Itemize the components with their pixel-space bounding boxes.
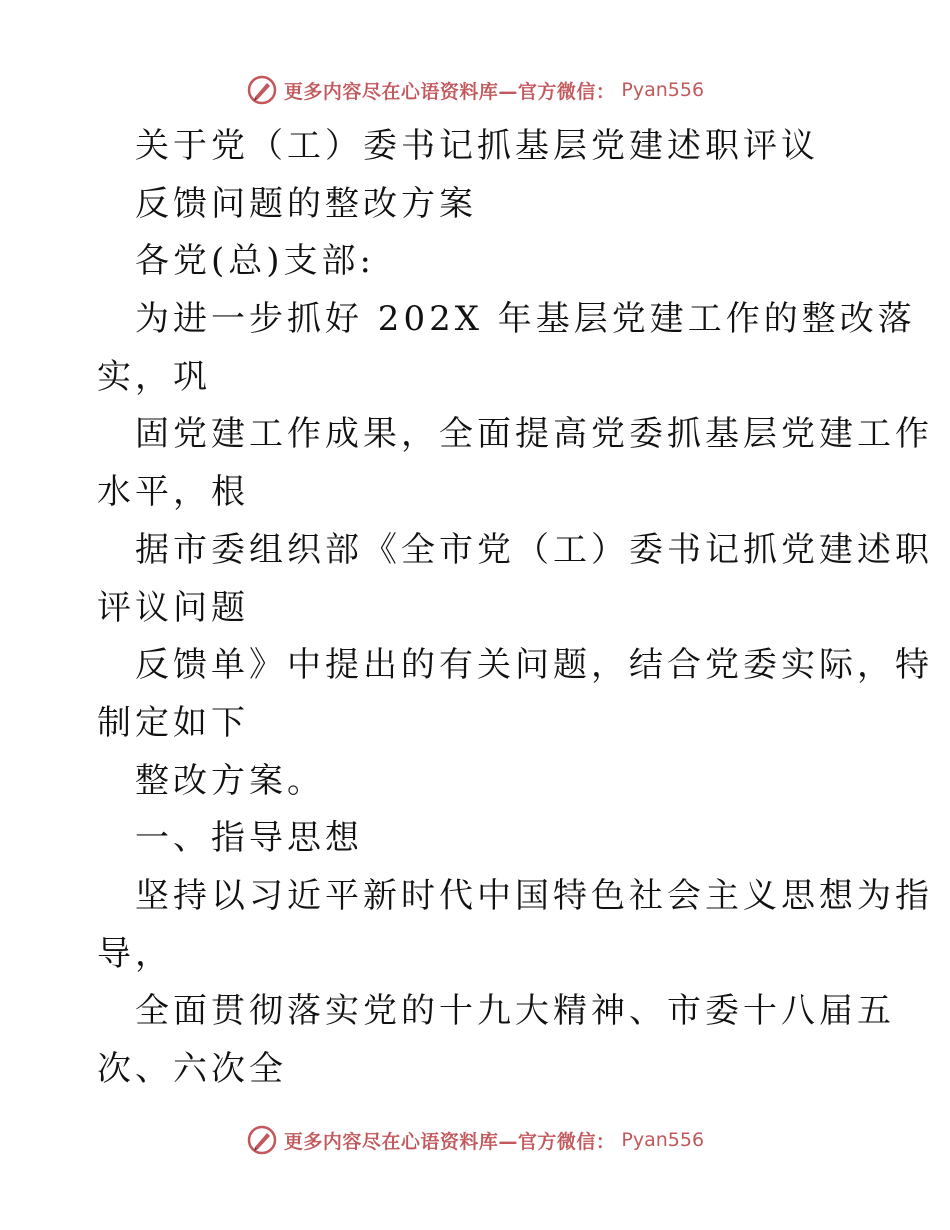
footer-watermark	[0, 1120, 950, 1160]
doc-title-line-1: 关于党（工）委书记抓基层党建述职评议	[135, 126, 819, 166]
doc-text-line: 导，	[97, 933, 173, 974]
doc-salutation: 各党(总)支部:	[135, 241, 375, 282]
doc-text-line: 次、六次全	[97, 1049, 287, 1089]
header-watermark	[0, 70, 950, 110]
document-body	[97, 118, 933, 1099]
pen-logo-icon	[246, 74, 278, 106]
watermark-contact: Pyan556	[621, 79, 705, 101]
doc-text-line: 据市委组织部《全市党（工）委书记抓党建述职	[135, 529, 933, 570]
doc-text-line: 坚持以习近平新时代中国特色社会主义思想为指	[135, 875, 933, 916]
doc-text-line: 实，巩	[97, 356, 211, 397]
doc-text-line: 评议问题	[97, 587, 249, 628]
watermark-text: 更多内容尽在心语资料库—官方微信：	[283, 1130, 616, 1153]
doc-text-line: 制定如下	[97, 702, 249, 743]
watermark-text: 更多内容尽在心语资料库—官方微信：	[283, 80, 616, 103]
doc-text-line: 为进一步抓好 202X 年基层党建工作的整改落	[135, 299, 916, 340]
doc-title-line-2: 反馈问题的整改方案	[135, 183, 477, 224]
doc-text-line: 整改方案。	[135, 760, 325, 801]
doc-text-line: 固党建工作成果，全面提高党委抓基层党建工作	[135, 414, 933, 455]
doc-text-line: 全面贯彻落实党的十九大精神、市委十八届五	[135, 991, 895, 1032]
doc-text-line: 水平，根	[97, 472, 249, 513]
pen-logo-icon	[246, 1124, 278, 1156]
watermark-contact: Pyan556	[621, 1129, 705, 1151]
section-heading: 一、指导思想	[135, 818, 363, 859]
doc-text-line: 反馈单》中提出的有关问题，结合党委实际，特	[135, 645, 933, 686]
